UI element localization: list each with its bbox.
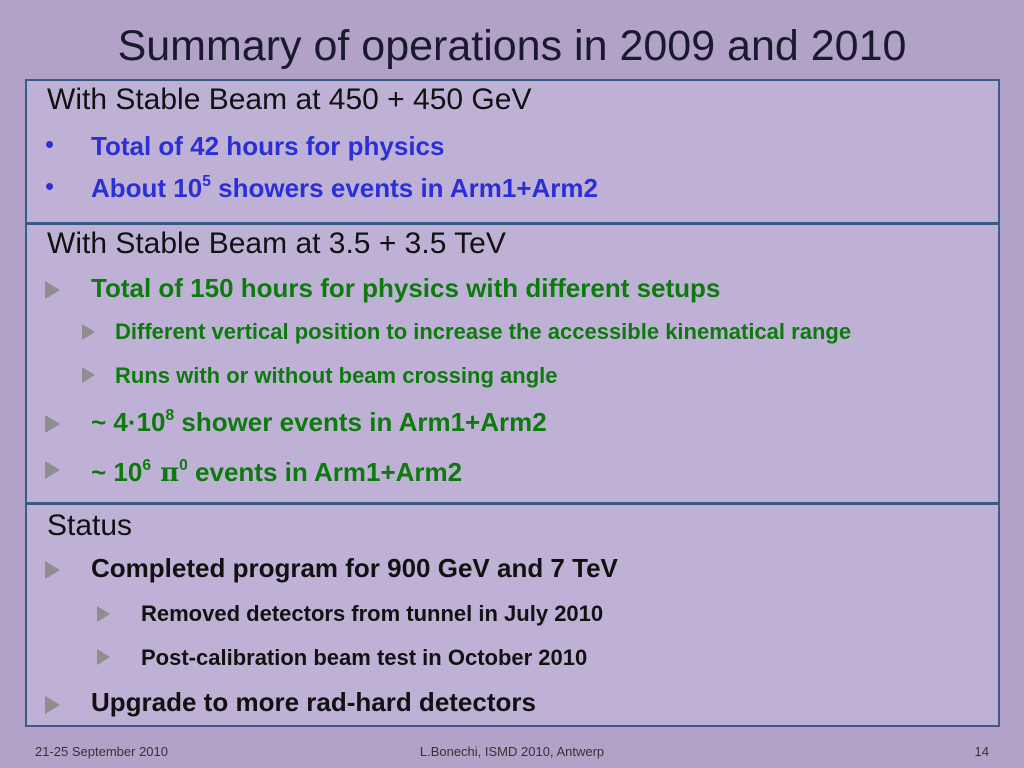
footer-author: L.Bonechi, ISMD 2010, Antwerp <box>419 744 605 759</box>
sub-bullet-text: Post-calibration beam test in October 2010 <box>141 645 588 670</box>
sub-bullet-text: Different vertical position to increase the accessible kinematical range <box>115 319 852 344</box>
bullet-text: Completed program for 900 GeV and 7 TeV <box>91 553 618 583</box>
slide-title: Summary of operations in 2009 and 2010 <box>117 22 907 70</box>
bullet-text: Total of 150 hours for physics with different setups <box>91 273 721 303</box>
triangle-bullet-icon <box>45 415 60 433</box>
bullet-text: ~ $10^6$ $\pi^0$ events in Arm1+Arm2 <box>91 456 463 488</box>
sub-bullet-text: Runs with or without beam crossing angle <box>115 363 558 388</box>
page-number: 14 <box>974 744 989 759</box>
section-450gev <box>25 79 1000 224</box>
triangle-bullet-icon <box>97 649 110 665</box>
bullet-text: ~ $4\cdot 10^8$ shower events in Arm1+Arm2 <box>91 406 547 437</box>
section-heading: Status <box>47 509 133 542</box>
footer-date: 21-25 September 2010 <box>35 744 168 759</box>
sub-bullet-text: Removed detectors from tunnel in July 2010 <box>141 601 604 626</box>
section-heading: With Stable Beam at 3.5 + 3.5 TeV <box>47 227 506 260</box>
triangle-bullet-icon <box>82 324 95 340</box>
section-status <box>25 503 1000 727</box>
bullet-text: About $10^5$ showers events in Arm1+Arm2 <box>91 172 598 203</box>
bullet-dot-icon: • <box>45 171 55 201</box>
bullet-dot-icon: • <box>45 129 55 159</box>
triangle-bullet-icon <box>45 281 60 299</box>
bullet-text: Total of 42 hours for physics <box>91 131 445 161</box>
triangle-bullet-icon <box>45 696 60 714</box>
triangle-bullet-icon <box>45 561 60 579</box>
bullet-text: Upgrade to more rad-hard detectors <box>91 687 536 717</box>
section-3-5tev <box>25 223 1000 504</box>
triangle-bullet-icon <box>45 461 60 479</box>
section-heading: With Stable Beam at 450 + 450 GeV <box>47 83 532 116</box>
triangle-bullet-icon <box>82 367 95 383</box>
triangle-bullet-icon <box>97 606 110 622</box>
